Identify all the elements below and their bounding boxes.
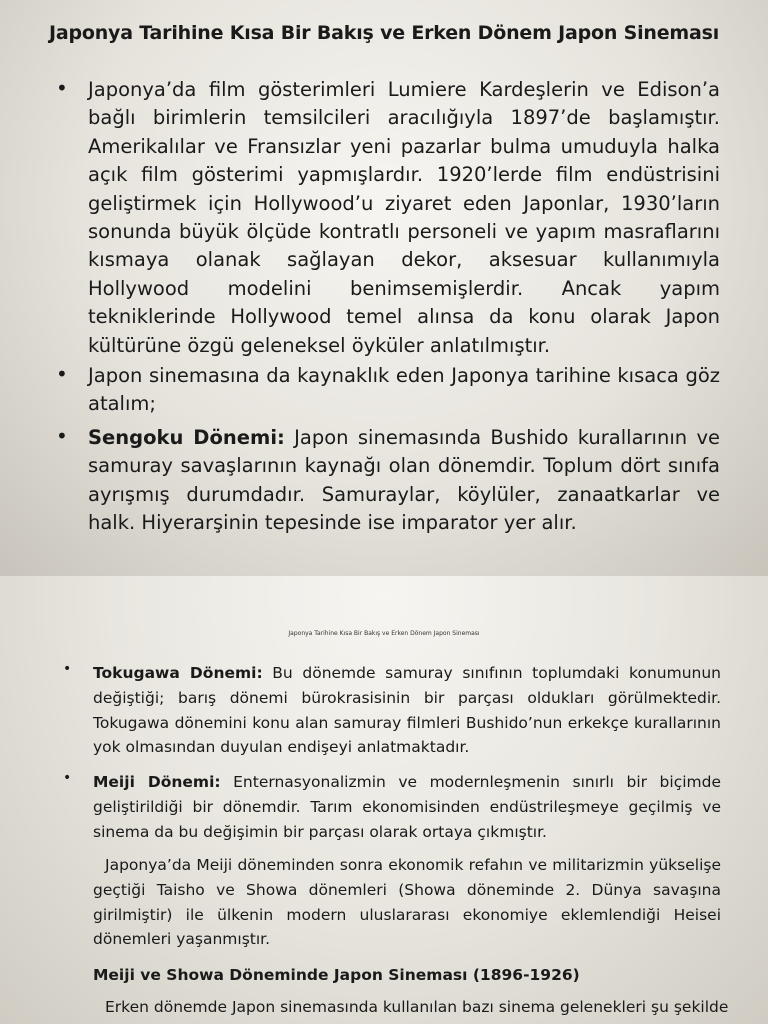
bullet-text xyxy=(93,661,721,760)
slide-2 xyxy=(0,576,768,1024)
bullet-dot: • xyxy=(63,770,72,786)
slide-2-last-line: Erken dönemde Japon sinemasında kullanılan bazı sinema gelenekleri şu şekilde xyxy=(105,998,729,1016)
slide-1-title: Japonya Tarihine Kısa Bir Bakış ve Erken Dönem Japon Sineması xyxy=(48,22,720,44)
bullet-body: Enternasyonalizmin ve modernleşmenin sınırlı bir biçimde geliştirildiği bir dönemdir. Tarım ekonomisinden endüstrileşmeye geçilmiş ve sinema da bu değişimin bir parçası olarak ortaya çıkmıştır. xyxy=(93,773,722,841)
bullet-heading: Sengoku Dönemi: xyxy=(88,426,285,449)
bullet-dot: • xyxy=(56,76,68,100)
bullet-dot: • xyxy=(56,424,68,448)
bullet-heading: Tokugawa Dönemi: xyxy=(93,664,263,682)
bullet-body: Bu dönemde samuray sınıfının toplumdaki konumunun değiştiği; barış dönemi bürokrasisinin bir parçası oldukları görülmektedir. Tokugawa dönemini konu alan samuray filmleri Bushido’nun erkekçe kurallarının yok olmasından duyulan endişeyi anlatmaktadır. xyxy=(93,664,722,757)
bullet-text: Japonya’da film gösterimleri Lumiere Kardeşlerin ve Edison’a bağlı birimlerin temsilcileri aracılığıyla 1897’de başlamıştır. Amerikalılar ve Fransızlar yeni pazarlar bulma umuduyla halka açık film gösterimi yapmışlardır. 1920’lerde film endüstrisini geliştirmek için Hollywood’u ziyaret eden Japonlar, 1930’ların sonunda büyük ölçüde kontratlı personeli ve yapım masraflarını kısmaya olanak sağlayan dekor, aksesuar kullanımıyla Hollywood modelini benimsemişlerdir. Ancak yapım tekniklerinde Hollywood temel alınsa da konu olarak Japon kültürüne özgü geleneksel öyküler anlatılmıştır. xyxy=(88,78,720,357)
slide-2-subheading: Meiji ve Showa Döneminde Japon Sineması (1896-1926) xyxy=(93,966,580,984)
slide-2-title: Japonya Tarihine Kısa Bir Bakış ve Erken Dönem Japon Sineması xyxy=(288,630,480,637)
bullet-body: Japon sinemasında Bushido kurallarının ve samuray savaşlarının kaynağı olan dönemdir. Toplum dört sınıfa ayrışmış durumdadır. Samuraylar, köylüler, zanaatkarlar ve halk. Hiyerarşinin tepesinde ise imparator yer alır. xyxy=(88,426,720,535)
slide-2-paragraph: Japonya’da Meiji döneminden sonra ekonomik refahın ve militarizmin yükselişe geçtiği Taisho ve Showa dönemleri (Showa döneminde 2. Dünya savaşına girilmiştir) ile ülkenin modern uluslararası ekonomiye eklemlendiği Heisei dönemleri yaşanmıştır. xyxy=(93,856,721,949)
bullet-text xyxy=(93,770,721,844)
bullet-dot: • xyxy=(63,661,72,677)
bullet-heading: Meiji Dönemi: xyxy=(93,773,221,791)
bullet-text: Japon sinemasına da kaynaklık eden Japonya tarihine kısaca göz atalım; xyxy=(88,364,720,416)
bullet-text xyxy=(88,424,720,538)
bullet-dot: • xyxy=(56,362,68,386)
